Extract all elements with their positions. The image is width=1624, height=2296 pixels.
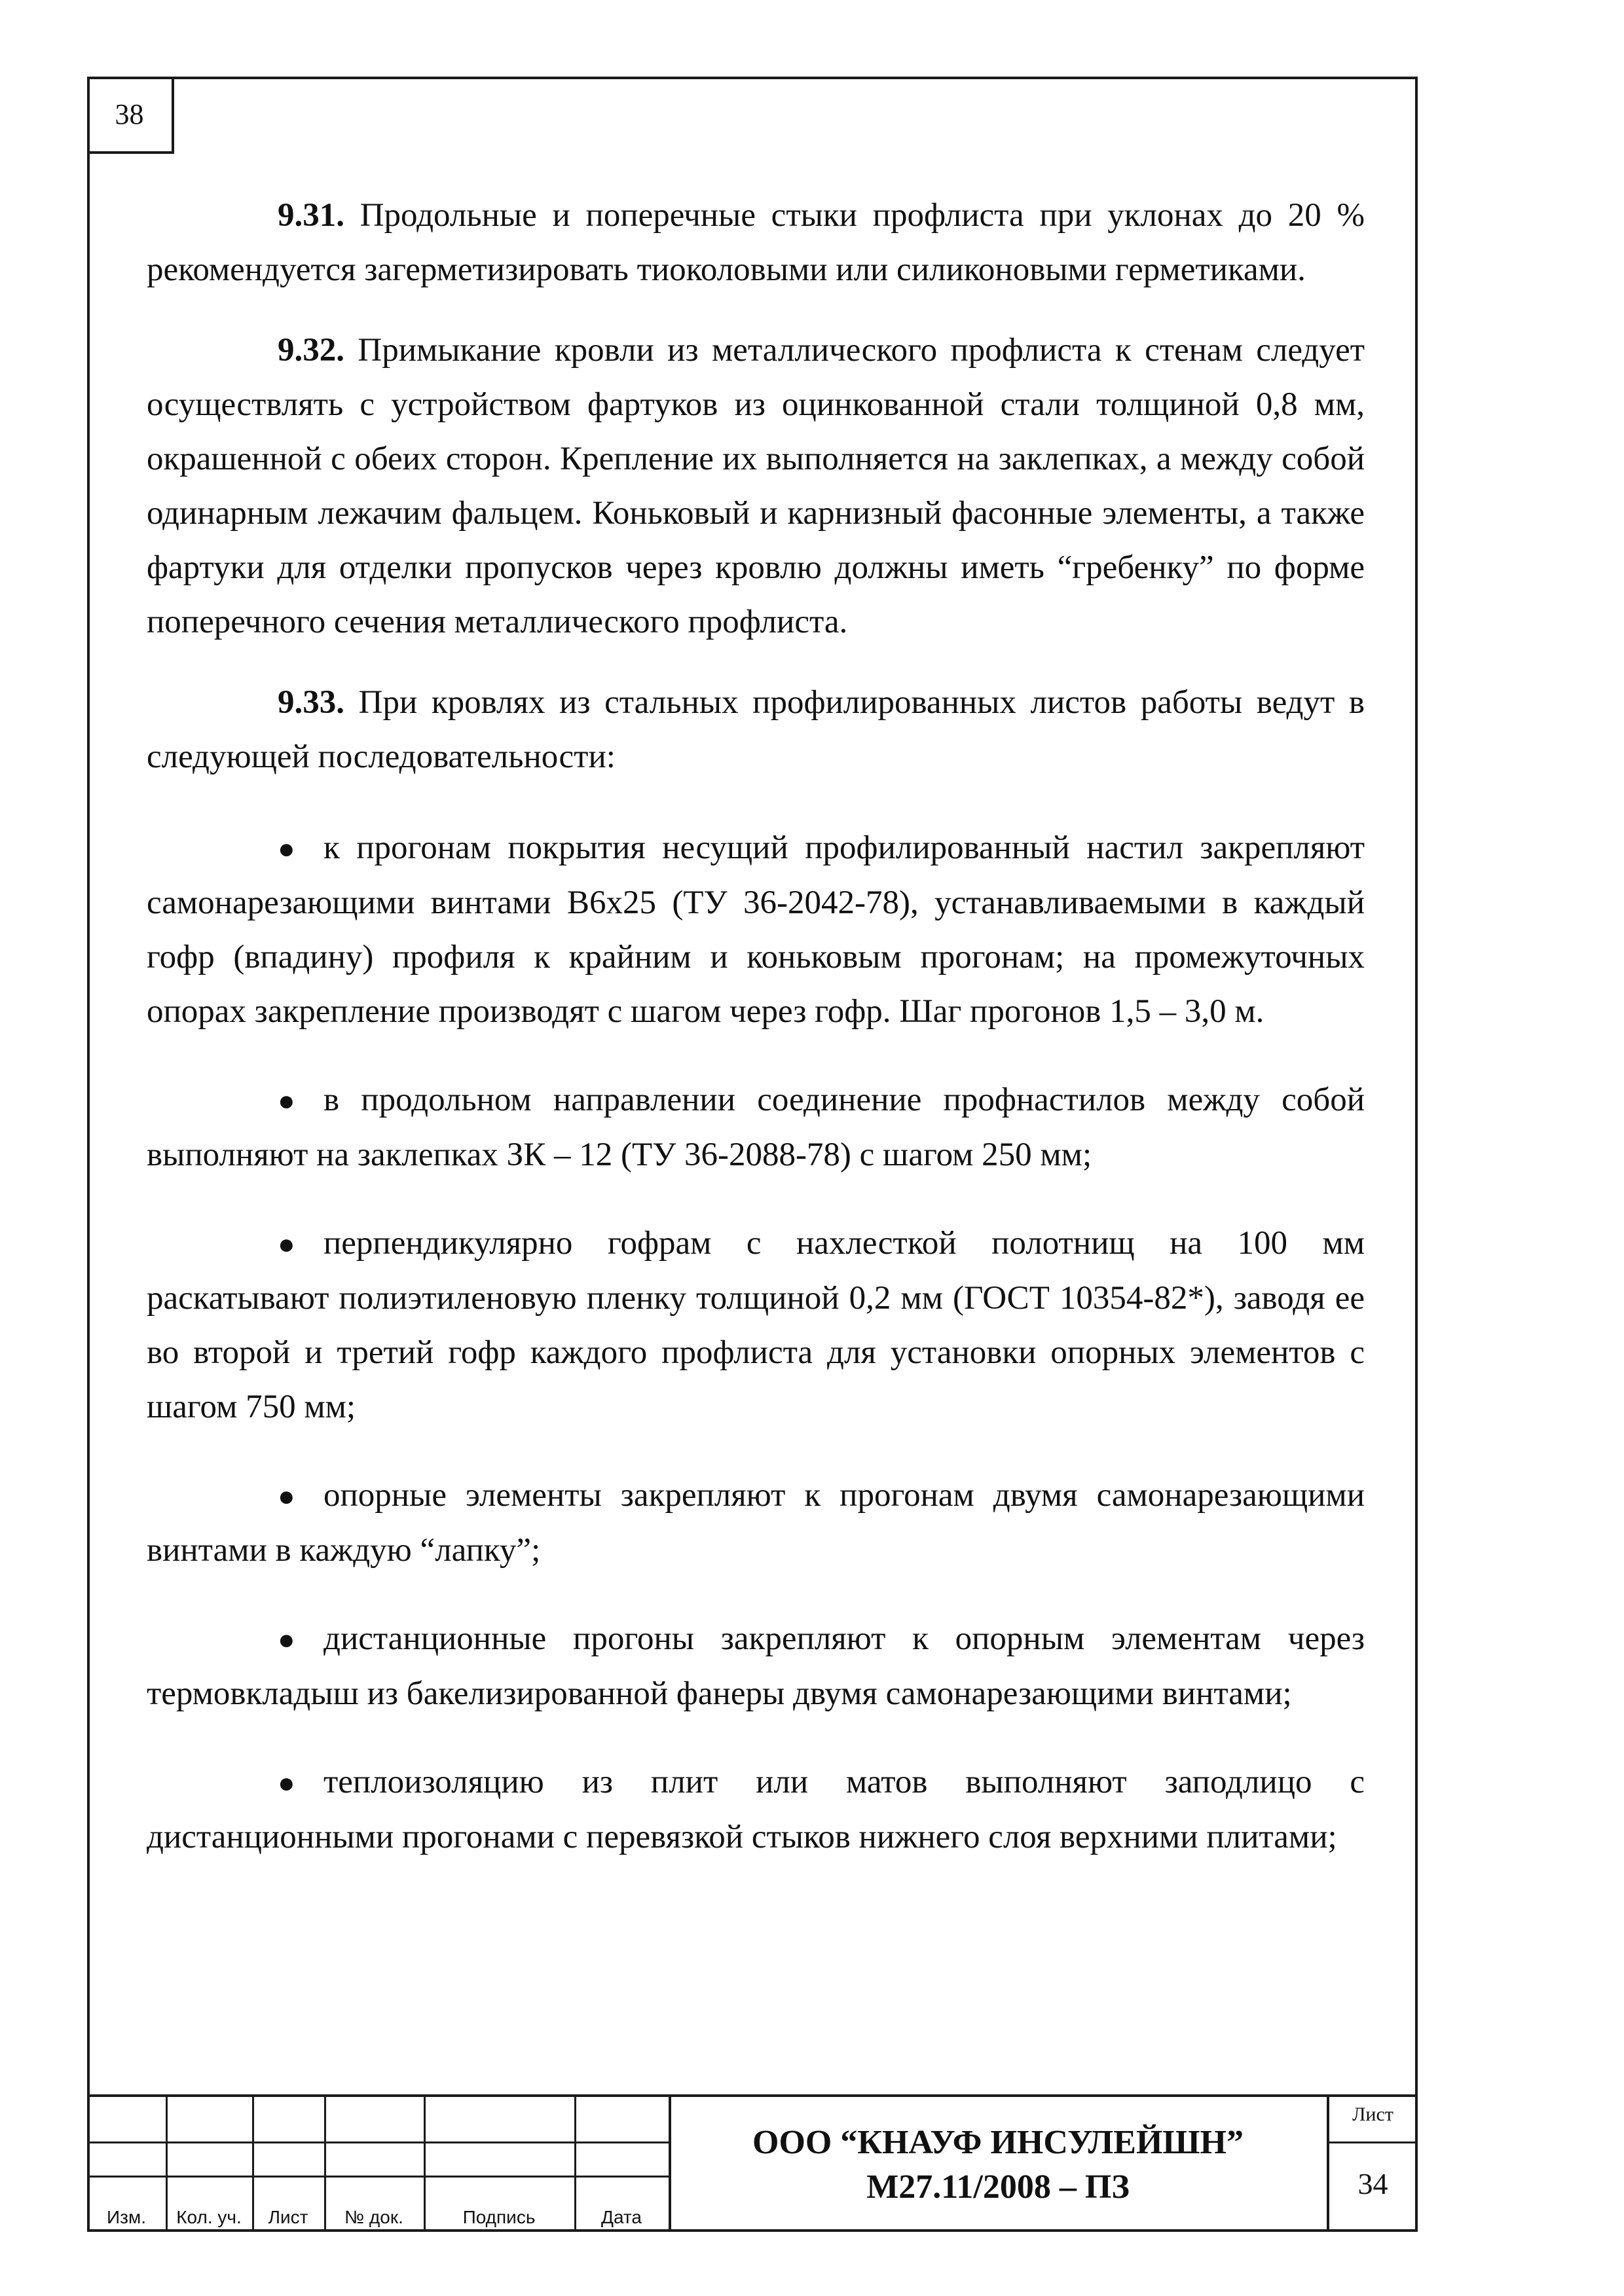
top-page-number: 38 xyxy=(87,77,174,154)
label-izm: Изм. xyxy=(107,2207,146,2227)
clause-text: Продольные и поперечные стыки профлиста при уклонах до 20 % рекомендуется загерметизировать тиоколовыми или силиконовыми герметиками. xyxy=(147,197,1365,288)
clause-number: 9.32. xyxy=(278,332,344,369)
list-item-text: дистанционные прогоны закрепляют к опорным элементам через термовкладыш из бакелизированной фанеры двумя самонарезающими винтами; xyxy=(147,1620,1365,1712)
work-sequence-list xyxy=(147,821,1365,1865)
list-item-text: теплоизоляцию из плит или матов выполняют заподлицо с дистанционными прогонами с перевязкой стыков нижнего слоя верхними плитами; xyxy=(147,1764,1365,1855)
list-item xyxy=(147,1755,1365,1865)
bullet-icon: ● xyxy=(278,1228,295,1260)
list-item xyxy=(147,1216,1365,1434)
list-item-text: перпендикулярно гофрам с нахлесткой полотнищ на 100 мм раскатывают полиэтиленовую пленку толщиной 0,2 мм (ГОСТ 10354-82*), заводя ее во второй и третий гофр каждого профлиста для установки опорных элементов с шагом 750 мм; xyxy=(147,1225,1365,1425)
bullet-icon: ● xyxy=(278,833,295,865)
bullet-icon: ● xyxy=(278,1767,295,1799)
clause-text: При кровлях из стальных профилированных листов работы ведут в следующей последовательности: xyxy=(147,684,1365,775)
list-item xyxy=(147,1468,1365,1578)
bullet-icon: ● xyxy=(278,1624,295,1656)
list-item-text: к прогонам покрытия несущий профилированный настил закрепляют самонарезающими винтами В6х25 (ТУ 36-2042-78), устанавливаемыми в каждый гофр (впадину) профиля к крайним и коньковым прогонам; на промежуточных опорах закрепление производят с шагом через гофр. Шаг прогонов 1,5 – 3,0 м. xyxy=(147,829,1365,1030)
list-item-text: в продольном направлении соединение профнастилов между собой выполняют на заклепках ЗК – 12 (ТУ 36-2088-78) с шагом 250 мм; xyxy=(147,1082,1365,1173)
label-list: Лист xyxy=(268,2207,308,2227)
organization-name: ООО “КНАУФ ИНСУЛЕЙШН” xyxy=(752,2124,1244,2161)
label-signature: Подпись xyxy=(462,2207,536,2227)
paragraph-9-32 xyxy=(147,323,1365,649)
title-block xyxy=(87,2094,1418,2232)
organization-block xyxy=(670,2121,1326,2210)
list-item xyxy=(147,1073,1365,1182)
bullet-icon: ● xyxy=(278,1480,295,1512)
label-kol-uch: Кол. уч. xyxy=(176,2207,242,2227)
clause-number: 9.31. xyxy=(278,197,344,234)
clause-text: Примыкание кровли из металлического профлиста к стенам следует осуществлять с устройством фартуков из оцинкованной стали толщиной 0,8 мм, окрашенной с обеих сторон. Крепление их выполняется на заклепках, а между собой одинарным лежачим фальцем. Коньковый и карнизный фасонные элементы, а также фартуки для отделки пропусков через кровлю должны иметь “гребенку” по форме поперечного сечения металлического профлиста. xyxy=(147,332,1365,640)
document-body xyxy=(147,189,1365,1899)
list-item xyxy=(147,821,1365,1039)
clause-number: 9.33. xyxy=(278,684,344,721)
list-item-text: опорные элементы закрепляют к прогонам двумя самонарезающими винтами в каждую “лапку”; xyxy=(147,1477,1365,1569)
sheet-number: 34 xyxy=(1357,2167,1388,2200)
bullet-icon: ● xyxy=(278,1085,295,1117)
list-item xyxy=(147,1612,1365,1721)
paragraph-9-31 xyxy=(147,189,1365,297)
label-date: Дата xyxy=(600,2207,642,2227)
paragraph-9-33 xyxy=(147,676,1365,784)
document-code: М27.11/2008 – ПЗ xyxy=(866,2168,1130,2206)
label-doc-number: № док. xyxy=(344,2207,403,2227)
sheet-label: Лист xyxy=(1352,2104,1393,2125)
